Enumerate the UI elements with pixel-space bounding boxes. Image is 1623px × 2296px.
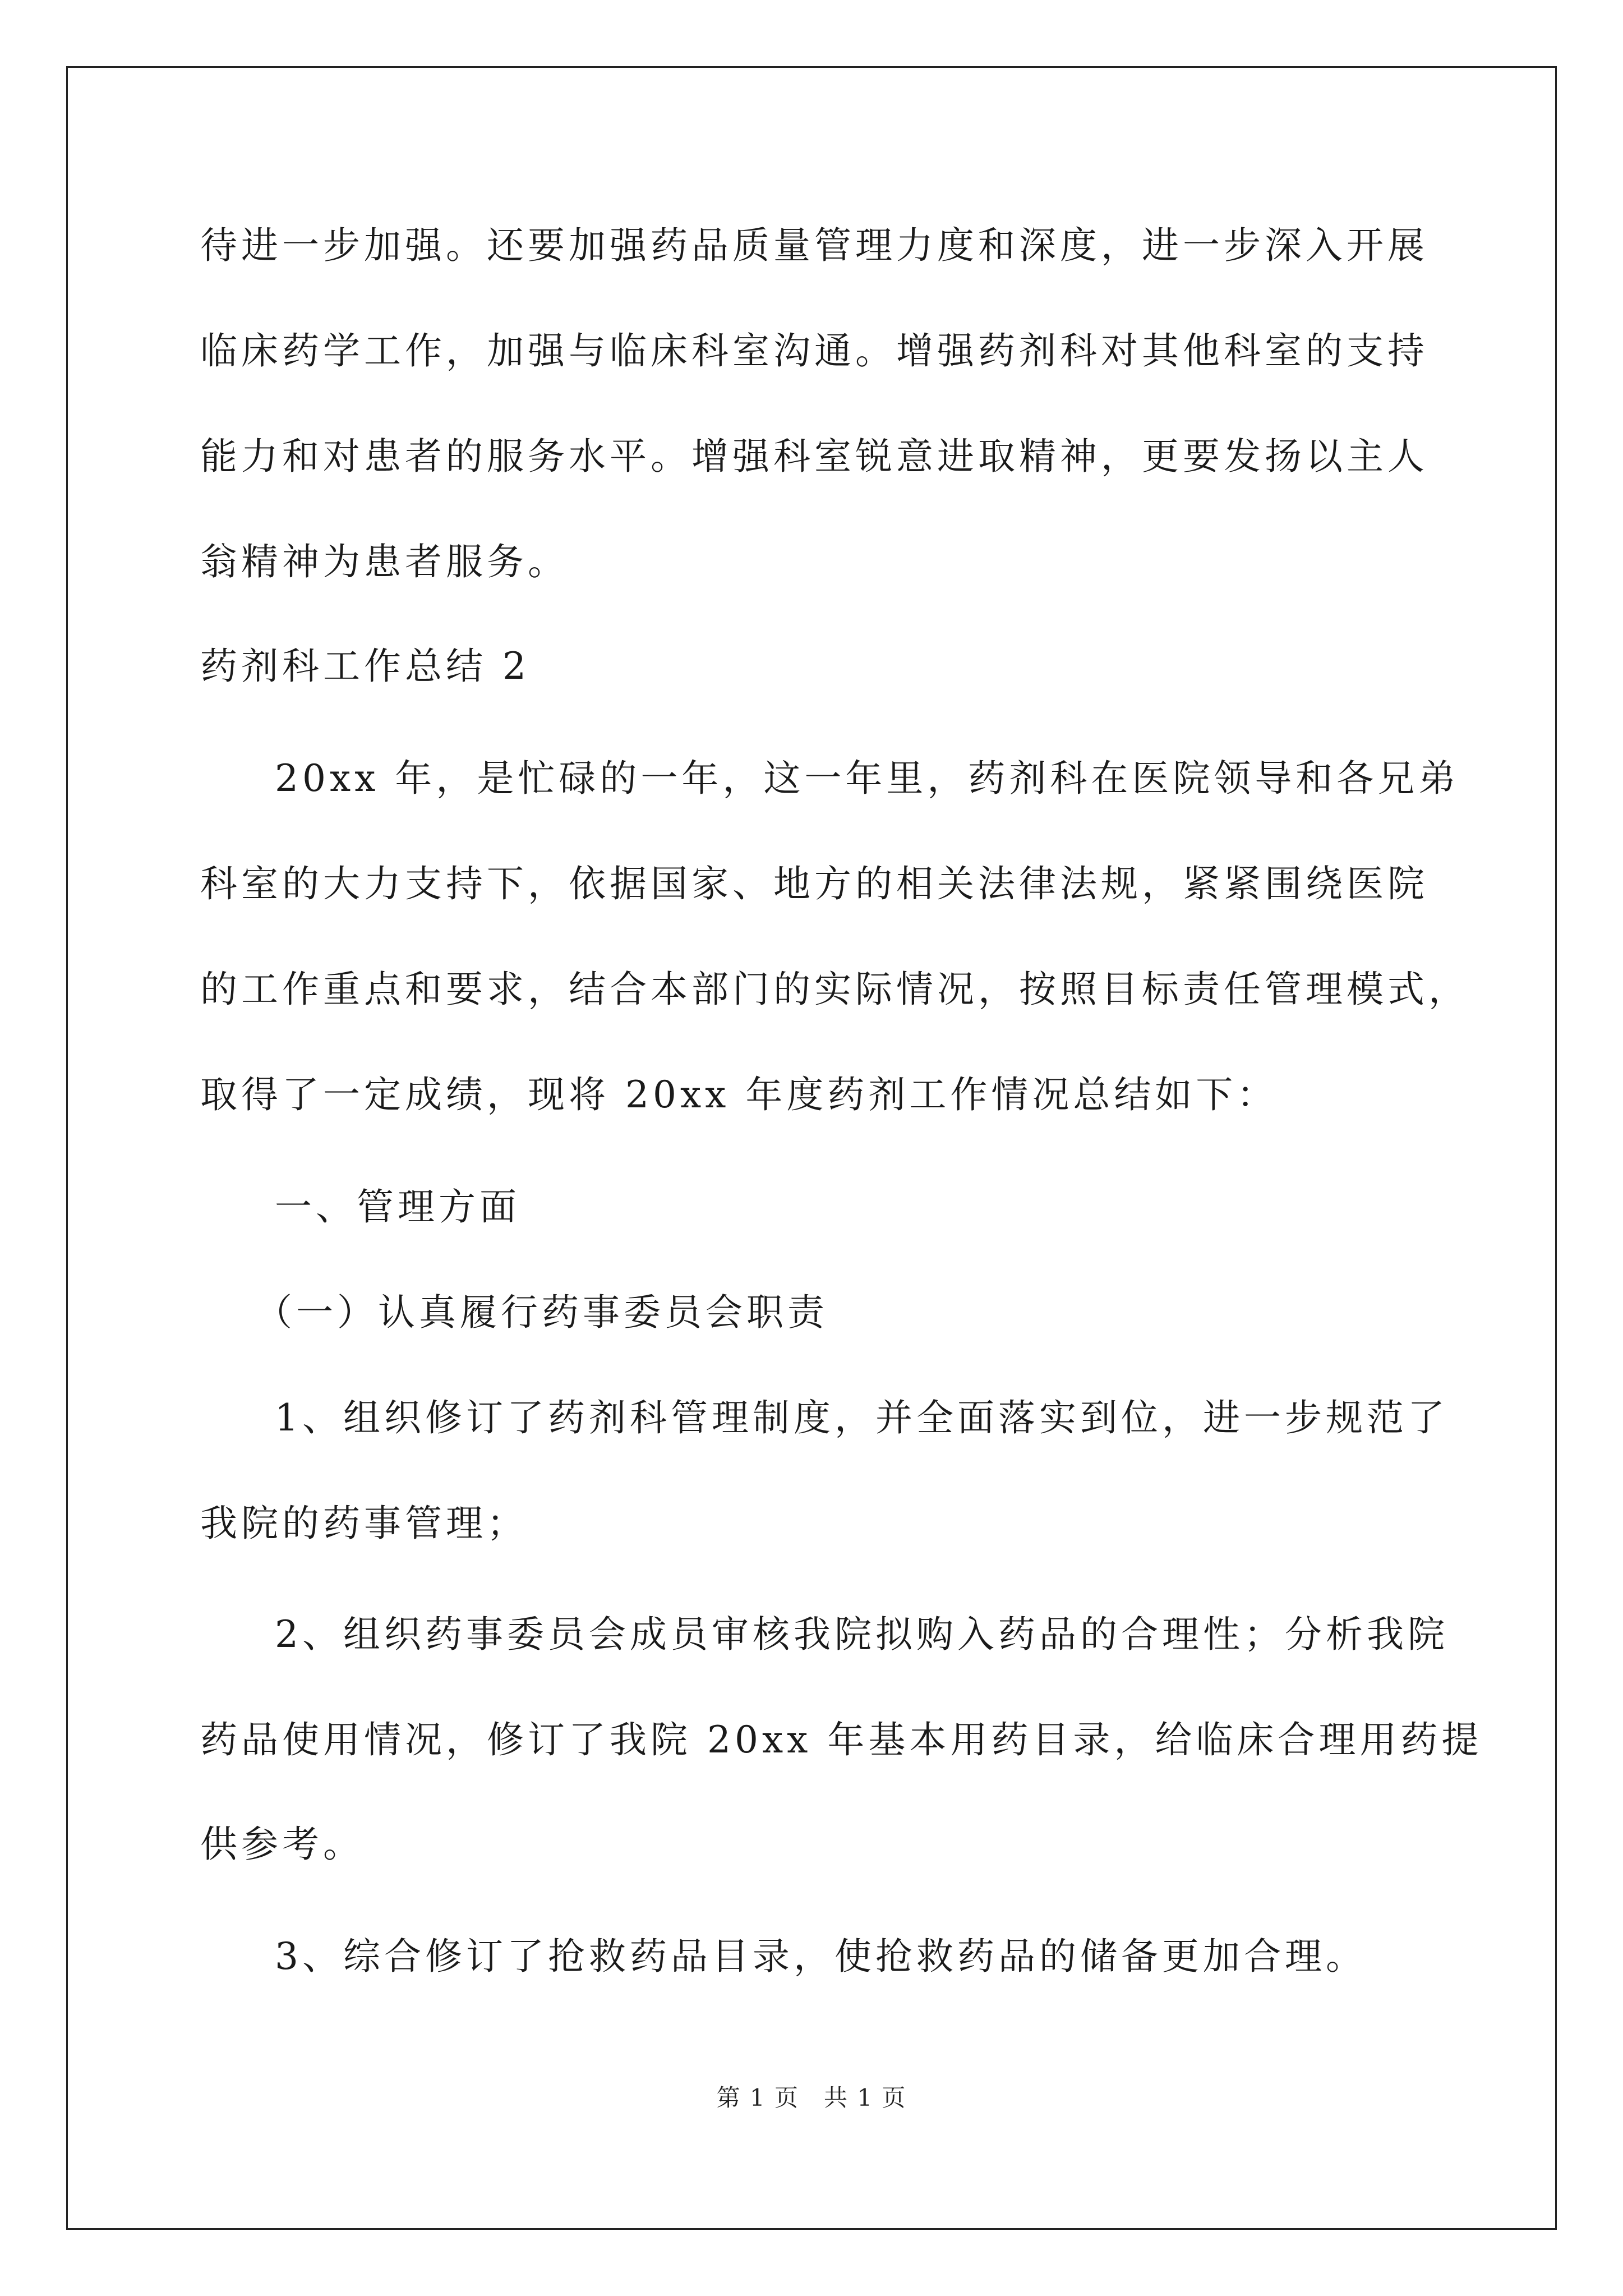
text-line: 20xx 年，是忙碌的一年，这一年里，药剂科在医院领导和各兄弟 [275,757,1460,800]
text-line: 能力和对患者的服务水平。增强科室锐意进取精神，更要发扬以主人 [200,435,1428,478]
text-line: 药品使用情况，修订了我院 20xx 年基本用药目录，给临床合理用药提 [200,1718,1483,1761]
text-line: 取得了一定成绩，现将 20xx 年度药剂工作情况总结如下： [200,1073,1278,1116]
text-line: 翁精神为患者服务。 [200,540,569,583]
text-line: 临床药学工作，加强与临床科室沟通。增强药剂科对其他科室的支持 [200,329,1428,372]
list-item: 1、组织修订了药剂科管理制度，并全面落实到位，进一步规范了 [275,1396,1449,1439]
text-line: 供参考。 [200,1823,364,1866]
list-item: 3、综合修订了抢救药品目录，使抢救药品的储备更加合理。 [275,1935,1367,1978]
page-number-footer: 第 1 页 共 1 页 [716,2084,907,2111]
text-line: 科室的大力支持下，依据国家、地方的相关法律法规，紧紧围绕医院 [200,862,1428,905]
subheading: （一）认真履行药事委员会职责 [255,1291,828,1334]
subheading: 一、管理方面 [275,1185,520,1228]
list-item: 2、组织药事委员会成员审核我院拟购入药品的合理性；分析我院 [275,1613,1449,1656]
text-line: 我院的药事管理； [200,1502,528,1545]
text-line: 待进一步加强。还要加强药品质量管理力度和深度，进一步深入开展 [200,224,1428,267]
text-line: 的工作重点和要求，结合本部门的实际情况，按照目标责任管理模式， [200,968,1469,1011]
page-border [66,66,1557,2230]
section-heading: 药剂科工作总结 2 [200,645,530,688]
